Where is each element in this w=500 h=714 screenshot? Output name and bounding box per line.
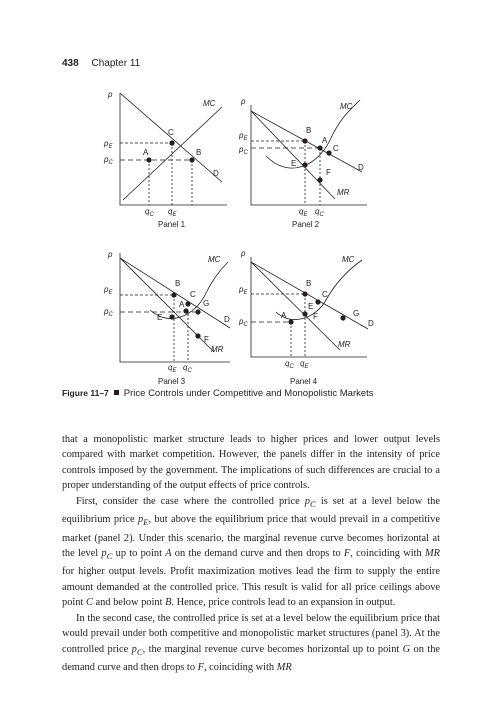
panel-4-point-b [302, 291, 307, 296]
panel-1-point-c [169, 140, 174, 145]
panel-1-point-b [189, 157, 194, 162]
panel-4-title: Panel 4 [290, 377, 318, 386]
panel-4-point-c-label: C [322, 290, 328, 299]
panel-1-demand-label: D [213, 169, 219, 178]
panel-3-qe-label: $q_E$ [168, 363, 177, 374]
panel-1-point-b-label: B [196, 148, 202, 157]
panel-3-point-e [169, 314, 174, 319]
panel-3-point-g-label: G [203, 299, 210, 308]
panel-3-mc-curve [150, 262, 228, 319]
panel-1-point-c-label: C [168, 128, 174, 137]
panel-4-mr-curve [251, 262, 340, 350]
panel-2-mr-label: MR [337, 188, 350, 197]
panel-2-title: Panel 2 [292, 220, 320, 229]
panel-2 [251, 100, 367, 205]
panel-1-title: Panel 1 [158, 220, 186, 229]
panel-4-point-f-label: F [313, 312, 318, 321]
panel-4-pc-label: $p_C$ [239, 317, 248, 328]
panel-4-point-g-label: G [353, 309, 360, 318]
chapter-title: Chapter 11 [91, 58, 141, 69]
panel-2-y-axis-label: p [241, 97, 246, 106]
panel-3-pc-label: $p_C$ [104, 307, 113, 318]
panel-2-axes [251, 105, 367, 205]
panel-4-point-a-label: A [281, 311, 287, 320]
figure-number: Figure 11–7 [62, 388, 109, 398]
panel-3-point-e-label: E [157, 313, 163, 322]
panel-4-qc-label: $q_C$ [285, 359, 294, 370]
panel-3-mr-label: MR [211, 345, 224, 354]
panel-3-mr-curve [120, 258, 214, 352]
paragraph-1: that a monopolistic market structure leads to higher prices and lower output levels compared with market competition. However, the panels differ in the intensity of price controls imposed by the government. The implications of such differences are crucial to a proper understanding of the output effects of price controls. [62, 434, 440, 492]
panel-2-point-c [326, 150, 331, 155]
panel-1-pe-label: $p_E$ [104, 139, 113, 150]
panel-3-point-b-label: B [175, 279, 181, 288]
page-number: 438 [62, 58, 79, 69]
panel-4-mr-label: MR [338, 340, 351, 349]
panel-4-mc-label: MC [342, 255, 355, 264]
figure-caption [62, 388, 452, 399]
panel-1-pc-label: $p_C$ [104, 155, 113, 166]
panel-2-point-b [302, 138, 307, 143]
panel-1-qe-label: $q_E$ [168, 207, 177, 218]
panel-3-title: Panel 3 [158, 377, 186, 386]
panel-3-qc-label: $q_C$ [183, 363, 192, 374]
panel-1 [120, 93, 227, 205]
panel-1-qc-label: $q_C$ [145, 207, 154, 218]
paragraph-3: In the second case, the controlled price is set at a level below the equilibrium price that would prevail under both competitive and monopolistic market structures (panel 3). At the controlled price $p_C$, the marginal revenue curve becomes horizontal up to point G on the demand curve and then drops to F, coinciding with MR [62, 612, 441, 673]
panel-3-point-a [183, 308, 188, 313]
panel-2-point-f-label: F [326, 168, 331, 177]
panel-1-point-a-label: A [143, 148, 149, 157]
panel-1-y-axis-label: p [108, 90, 113, 99]
panel-4-point-c [315, 299, 320, 304]
panel-2-point-f [317, 177, 322, 182]
panel-2-point-a [317, 145, 322, 150]
panel-4-mc-curve [276, 260, 362, 320]
panel-2-qc-label: $q_C$ [315, 207, 324, 218]
panel-4-point-g [340, 315, 345, 320]
panel-1-point-a [146, 157, 151, 162]
panel-1-mc-label: MC [203, 99, 216, 108]
panel-2-point-a-label: A [322, 136, 328, 145]
caption-bullet [114, 390, 119, 395]
panel-2-qe-label: $q_E$ [299, 207, 308, 218]
panel-4-point-a [288, 319, 293, 324]
panel-2-mc-label: MC [340, 102, 353, 111]
panel-2-demand-label: D [358, 163, 364, 172]
panel-2-point-c-label: C [333, 144, 339, 153]
panel-3-point-a-label: A [179, 300, 185, 309]
panel-3-y-axis-label: p [108, 250, 113, 259]
panel-2-point-e [302, 162, 307, 167]
panel-3-pe-label: $p_E$ [104, 285, 113, 296]
panel-3-point-c-label: C [190, 290, 196, 299]
panel-3-point-b [171, 292, 176, 297]
panel-4-demand-curve [251, 262, 368, 329]
panel-3-point-f [195, 333, 200, 338]
panel-3-mc-label: MC [208, 255, 221, 264]
panel-3-point-g [195, 309, 200, 314]
panel-3-point-c [185, 301, 190, 306]
panel-4-point-b-label: B [306, 279, 312, 288]
panel-3-point-f-label: F [204, 335, 209, 344]
panel-1-mc-curve [123, 107, 222, 200]
panel-4-demand-label: D [368, 319, 374, 328]
panel-4-point-e-label: E [308, 302, 314, 311]
panel-4-point-e [302, 311, 307, 316]
body-text [62, 432, 440, 675]
panel-2-mr-curve [251, 111, 335, 199]
paragraph-2: First, consider the case where the controlled price $p_C$ is set at a level below the equilibrium price $p_E$, but above the equilibrium price that would prevail in a competitive market (panel 2). Under this scenario, the marginal revenue curve becomes horizontal at the level $p_C$ up to point A on the demand curve and then drops to F, coinciding with MR for higher output levels. Profit maximization motives lead the firm to supply the entire amount demanded at the controlled price. This result is valid for all price ceilings above point C and below point B. Hence, price controls lead to an expansion in output. [62, 495, 440, 609]
panel-4-qe-label: $q_E$ [300, 359, 309, 370]
panel-2-pe-label: $p_E$ [239, 131, 248, 142]
figure-title: Price Controls under Competitive and Monopolistic Markets [123, 388, 374, 399]
panel-2-pc-label: $p_C$ [239, 145, 248, 156]
panel-3-demand-label: D [224, 315, 230, 324]
panel-4-pe-label: $p_E$ [239, 285, 248, 296]
panel-4-y-axis-label: p [241, 249, 246, 258]
panel-2-point-b-label: B [306, 126, 312, 135]
panel-2-point-e-label: E [291, 159, 297, 168]
